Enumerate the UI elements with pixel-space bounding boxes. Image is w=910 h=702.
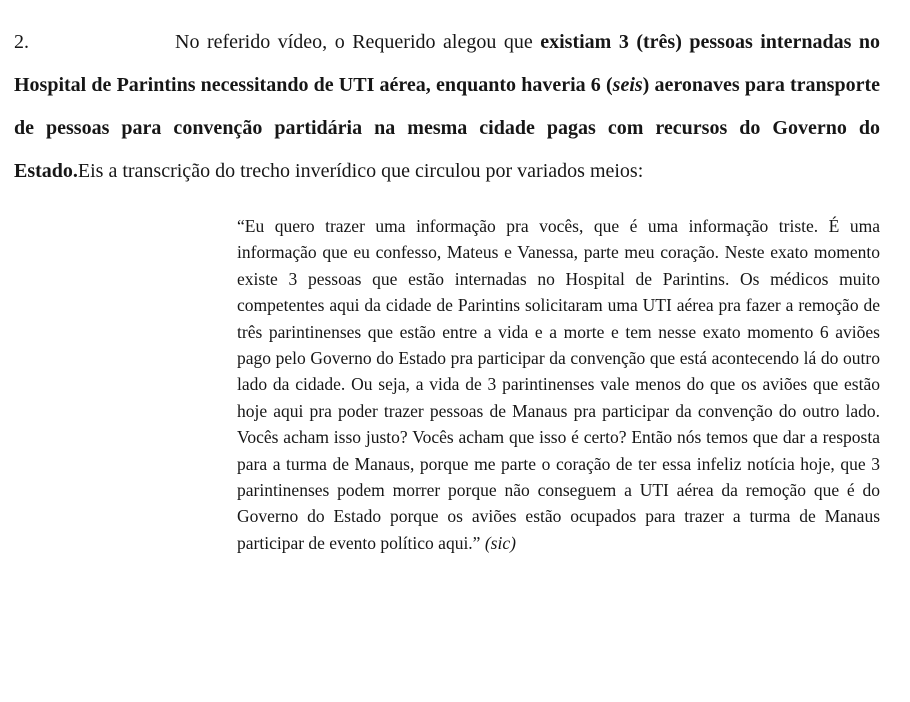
paragraph-number: 2. — [14, 31, 29, 53]
text-segment: ) aeronaves para transporte de pessoas para convenção partidária na mesma cidade pagas com recursos do Governo do Estado. — [14, 74, 881, 182]
paragraph-2 — [0, 21, 910, 193]
text-segment: (sic) — [484, 532, 516, 553]
paragraph-2-text — [0, 21, 910, 193]
text-segment: “Eu quero trazer uma informação pra vocês, que é uma informação triste. É uma informação que eu confesso, Mateus e Vanessa, parte meu coração. Neste exato momento existe 3 pessoas que estão internadas no Hospital de Parintins. Os médicos muito competentes aqui da cidade de Parintins solicitaram uma UTI aérea pra fazer a remoção de três parintinenses que estão entre a vida e a morte e tem nesse exato momento 6 aviões pago pelo Governo do Estado pra participar da convenção que está acontecendo lá do outro lado da cidade. Ou seja, a vida de 3 parintinenses vale menos do que os aviões que estão hoje aqui pra poder trazer pessoas de Manaus pra participar da convenção do outro lado. Vocês acham isso justo? Vocês acham que isso é certo? Então nós temos que dar a resposta para a turma de Manaus, porque me parte o coração de ter essa infeliz notícia hoje, que 3 parintinenses podem morrer porque não conseguem a UTI aérea da remoção que é do Governo do Estado porque os aviões estão ocupados para trazer a turma de Manaus participar de evento político aqui.” — [237, 216, 880, 553]
text-segment: existiam 3 (três) pessoas internadas no Hospital de Parintins necessitando de UTI aérea, enquanto haveria 6 ( — [14, 31, 880, 96]
text-segment: seis — [612, 74, 643, 96]
transcription-quote — [237, 213, 880, 556]
text-segment: Eis a transcrição do trecho inverídico que circulou por variados meios: — [77, 160, 644, 182]
text-segment: No referido vídeo, o Requerido alegou que — [175, 31, 541, 53]
